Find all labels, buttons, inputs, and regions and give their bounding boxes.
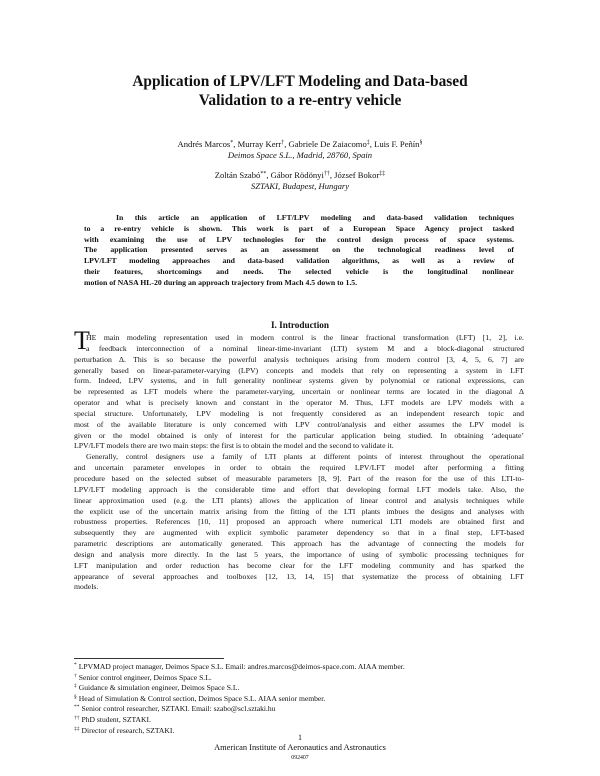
author-name: Zoltán Szabó [214,170,261,180]
footnote-mark: †† [74,714,80,721]
footnote-mark: * [74,662,77,668]
footnote [74,715,524,726]
footnote-rule [74,658,224,659]
body-line: perturbation Δ. This is so because the powerful analysis techniques arising from modern control [3, 4, 5, 6, 7] are [74,354,524,364]
abstract-line: In this article an application of LFT/LPV modeling and data-based validation techniques [116,213,514,222]
section-heading: I. Introduction [270,320,330,330]
body-line: subsequently they are augmented with explicit symbolic parameter dependency so that in a final step, LFT-based [74,528,524,538]
footnote-text: Director of research, SZTAKI. [81,725,175,735]
body-line: Generally, control designers use a family of LTI plants at different points of interest throughout the operational [86,452,524,462]
abstract-line: The application presented serves as an assessment on the technological readiness level of [84,245,514,255]
body-line: the explicit use of the uncertain matrix arising from the fitting of the LTI plants imbues the designs and analyses with [74,506,524,516]
author-name: József Bokor [334,170,380,180]
footnote-mark: ** [260,171,267,177]
body-line: HE main modeling representation used in modern control is the linear fractional transformation (LFT) [1, 2], i.e. [86,333,524,342]
author-line-2: Zoltán Szabó**, Gábor Rödönyi††, József Bokor‡‡ [214,170,386,180]
footnote-text: Head of Simulation & Control section, Deimos Space S.L. AIAA senior member. [78,693,326,703]
footnote-mark: § [419,140,423,146]
abstract [84,213,514,289]
footnote [74,694,524,705]
title-line-1: Application of LPV/LFT Modeling and Data-based [132,73,468,90]
page-number: 1 [298,733,302,742]
author-line-1: Andrés Marcos*, Murray Kerr†, Gabriele De Zaiacomo‡, Luis F. Peñín§ [177,139,423,149]
footnote-text: Senior control engineer, Deimos Space S.L. [78,672,212,682]
footnote-text: Senior control researcher, SZTAKI. Email: szabo@scl.sztaki.hu [81,704,276,714]
body-line: form. Indeed, LPV systems, and in full generality nonlinear systems given by polynomial or rational expressions, can [74,376,524,386]
author-name: Murray Kerr [237,139,282,149]
footnote-mark: †† [323,171,330,177]
abstract-line: with examining the use of LPV technologies for the control design process of space systems. [84,234,514,244]
body-line: design and analysis more directly. In the last 5 years, the importance of using of symbolic processing techniques for [74,549,524,559]
author-name: Gábor Rödönyi [270,170,324,180]
footnote [74,704,524,715]
body-line: procedure based on the selected subset of measurable parameters [8, 9]. Part of the reason for the use of this LTI-to- [74,473,524,483]
abstract-line: their features, shortcomings and needs. The selected vehicle is the longitudinal nonlinear [84,266,514,276]
footnote-mark: † [281,140,285,146]
body-line: a feedback interconnection of a nominal linear-time-invariant (LTI) system M and a block-diagonal structured [86,343,524,353]
abstract-line: motion of NASA HL-20 during an approach trajectory from Mach 4.5 down to 1.5. [84,277,358,287]
page-footer: American Institute of Aeronautics and Astronautics [214,743,386,752]
footnote-mark: † [74,672,77,679]
body-line: and uncertain parameter envelopes in order to obtain the required LPV/LFT model after performing a fitting [74,463,524,473]
body-line: be represented as LFT models where the parameter-varying, uncertain or nonlinear terms are located in the diagonal Δ [74,387,524,397]
body-line: robustness properties. References [10, 11] proposed an approach where numerical LTI models are obtained first and [74,517,524,527]
body-line: linear approximation used (e.g. the LTI plants) allows the application of linear control and analysis techniques while [74,495,524,505]
footnote-mark: * [230,140,234,146]
footnote [74,662,524,673]
affiliation-1: Deimos Space S.L., Madrid, 28760, Spain [227,150,373,160]
abstract-line: to a re-entry vehicle is shown. This work is part of a European Space Agency project tasked [84,223,514,233]
document-number: 092407 [291,755,309,761]
footnote-mark: ‡ [366,140,370,146]
footnote-text: PhD student, SZTAKI. [81,714,151,724]
body-text [74,333,524,593]
abstract-line: LPV/LFT modeling approaches and data-based validation algorithms, as well as a review of [84,256,514,266]
footnote-mark: ‡‡ [74,725,80,732]
paper-title [90,72,510,110]
body-line: operator and what is precisely known and constant in the operator M. Thus, LFT models are LPV models with a [74,398,524,408]
author-name: Gabriele De Zaiacomo [288,139,367,149]
drop-cap: T [74,326,90,355]
footnote-text: Guidance & simulation engineer, Deimos Space S.L. [78,683,240,693]
body-line: special structure. Unfortunately, LPV modeling is not frequently considered as an independent research topic and [74,408,524,418]
body-line: most of the available literature is only concerned with LPV control/analysis and either assumes the LPV model is [74,419,524,429]
body-line: models. [74,582,99,592]
footnote-mark: § [74,693,77,700]
footnote [74,683,524,694]
body-line: parametric descriptions are automatically generated. This approach has the advantage of connecting the models for [74,539,524,549]
author-name: Luis F. Peñín [374,139,420,149]
body-line: LFT manipulation and order reduction has become clear for the LFT modeling community and has sparked the [74,560,524,570]
footnote-text: LPVMAD project manager, Deimos Space S.L. Email: andres.marcos@deimos-space.com. AIAA member. [78,662,405,671]
body-line: given or the model obtained is only of interest for the particular application being studied. In obtaining ‘adequate’ [74,430,524,440]
author-name: Andrés Marcos [177,139,231,149]
footnotes [74,662,524,736]
body-line: LPV/LFT models there are two main steps: the first is to obtain the model and the second to validate it. [74,441,394,451]
body-line: appearance of several approaches and toolboxes [12, 13, 14, 15] that systematize the process of obtaining LFT [74,571,524,581]
footnote [74,673,524,684]
affiliation-2: SZTAKI, Budapest, Hungary [250,181,350,191]
body-line: generally based on linear-parameter-varying (LPV) concepts and models that rely on representing a system in LFT [74,365,524,375]
footnote-mark: ‡ [74,683,77,690]
footnote-mark: ** [74,704,80,711]
body-line: LPV/LFT modeling approach is the considerable time and effort that developing formal LFT models take. Also, the [74,484,524,494]
footnote-mark: ‡‡ [379,171,386,177]
title-line-2: Validation to a re-entry vehicle [198,92,402,109]
